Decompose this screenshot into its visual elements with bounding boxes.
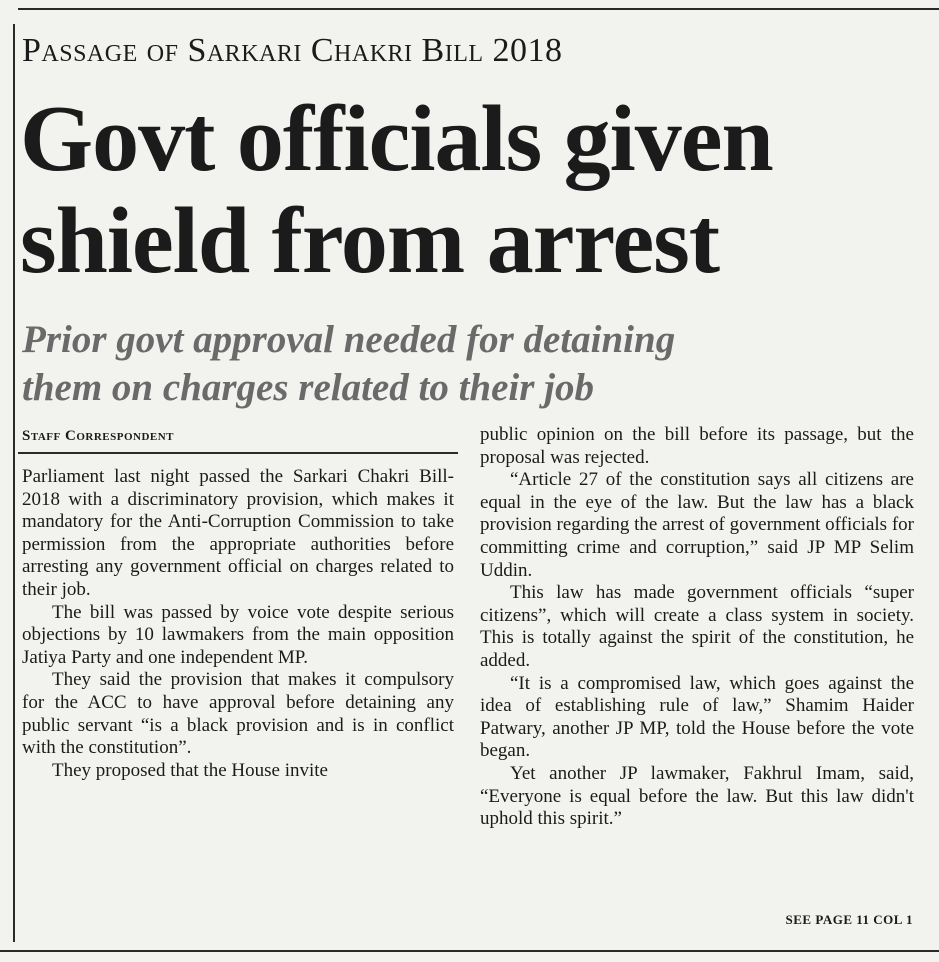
paragraph: Parliament last night passed the Sarkari Chakri Bill-2018 with a discriminatory provision, which makes it mandatory for the Anti-Corruption Commission to take permission from the appropriate authorities before arresting any government official on charges related to their job. bbox=[22, 466, 454, 600]
kicker: Passage of Sarkari Chakri Bill 2018 bbox=[22, 32, 563, 69]
paragraph: This law has made government officials “super citizens”, which will create a class system in society. This is totally against the spirit of the constitution, he added. bbox=[480, 582, 914, 671]
headline-line: Govt officials given bbox=[20, 87, 773, 191]
byline-rule bbox=[18, 452, 458, 454]
paragraph: They said the provision that makes it compulsory for the ACC to have approval before detaining any public servant “is a black provision and is in conflict with the constitution”. bbox=[22, 669, 454, 759]
paragraph: Yet another JP lawmaker, Fakhrul Imam, said, “Everyone is equal before the law. But this law didn't uphold this spirit.” bbox=[480, 762, 914, 830]
paragraph: “Article 27 of the constitution says all citizens are equal in the eye of the law. But the law has a black provision regarding the arrest of government officials for committing crime and corruption,” said JP MP Selim Uddin. bbox=[480, 469, 914, 581]
headline-line: shield from arrest bbox=[20, 189, 720, 293]
article-column-1 bbox=[22, 466, 454, 782]
paragraph: They proposed that the House invite bbox=[52, 759, 328, 781]
bottom-rule bbox=[0, 950, 939, 952]
paragraph: public opinion on the bill before its passage, but the proposal was rejected. bbox=[480, 424, 914, 468]
subheadline-line: Prior govt approval needed for detaining bbox=[22, 318, 676, 361]
article-column-2 bbox=[480, 424, 914, 831]
left-rule bbox=[13, 24, 15, 942]
paragraph: “It is a compromised law, which goes against the idea of establishing rule of law,” Shamim Haider Patwary, another JP MP, told the House before the vote began. bbox=[480, 672, 914, 762]
byline: Staff Correspondent bbox=[22, 428, 175, 444]
headline bbox=[20, 88, 930, 292]
paragraph: The bill was passed by voice vote despite serious objections by 10 lawmakers from the main opposition Jatiya Party and one independent MP. bbox=[22, 601, 454, 668]
subheadline bbox=[22, 316, 922, 412]
top-rule bbox=[18, 8, 939, 10]
subheadline-line: them on charges related to their job bbox=[22, 366, 595, 409]
continuation-note: SEE PAGE 11 COL 1 bbox=[785, 912, 913, 927]
